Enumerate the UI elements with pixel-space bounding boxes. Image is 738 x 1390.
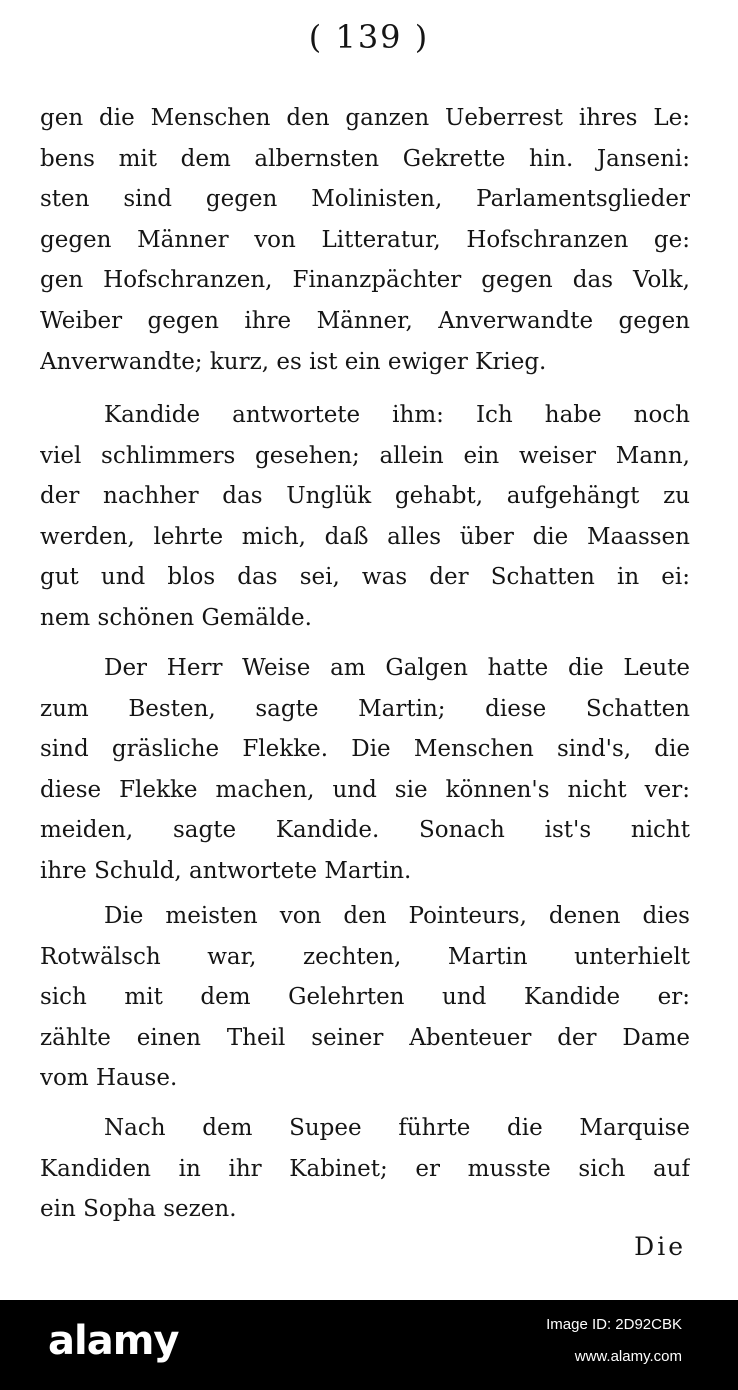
text-line: meiden, sagte Kandide. Sonach ist's nicht [40,817,690,844]
brand-logo: alamy [48,1318,179,1364]
text-line: sind gräsliche Flekke. Die Menschen sind's, die [40,736,690,763]
text-line: gut und blos das sei, was der Schatten in ei: [40,564,690,591]
text-line: Kandiden in ihr Kabinet; er musste sich auf [40,1155,690,1182]
paragraph-4 [40,896,690,1099]
text-line: vom Hause. [40,1065,178,1092]
text-line: zum Besten, sagte Martin; diese Schatten [40,695,690,722]
paragraph-3 [40,648,690,892]
watermark-footer [0,1300,738,1390]
text-line: gegen Männer von Litteratur, Hofschranzen ge: [40,226,690,253]
text-line: gen Hofschranzen, Finanzpächter gegen das Volk, [40,267,690,294]
paragraph-1 [40,98,690,382]
text-line: Anverwandte; kurz, es ist ein ewiger Krieg. [40,348,547,375]
text-line: der nachher das Unglük gehabt, aufgehängt zu [40,483,690,510]
text-line: Nach dem Supee führte die Marquise [104,1115,690,1141]
text-line: gen die Menschen den ganzen Ueberrest ihres Le: [40,105,690,131]
text-line: ein Sopha sezen. [40,1196,237,1223]
text-line: sich mit dem Gelehrten und Kandide er: [40,984,690,1011]
text-line: werden, lehrte mich, daß alles über die Maassen [40,523,690,550]
text-line: nem schönen Gemälde. [40,604,312,631]
image-id-label: Image ID: 2D92CBK [546,1316,682,1333]
catchword: Die [634,1232,686,1261]
text-line: bens mit dem albernsten Gekrette hin. Janseni: [40,145,690,172]
text-line: Der Herr Weise am Galgen hatte die Leute [104,655,690,681]
text-line: sten sind gegen Molinisten, Parlamentsglieder [40,186,690,213]
text-line: Kandide antwortete ihm: Ich habe noch [104,402,690,428]
paragraph-5 [40,1108,690,1230]
text-line: Rotwälsch war, zechten, Martin unterhielt [40,943,690,970]
text-line: Die meisten von den Pointeurs, denen dies [104,903,690,929]
text-line: Weiber gegen ihre Männer, Anverwandte gegen [40,307,690,334]
page-number: ( 139 ) [308,18,430,56]
text-line: zählte einen Theil seiner Abenteuer der Dame [40,1024,690,1051]
text-line: viel schlimmers gesehen; allein ein weiser Mann, [40,442,690,469]
footer-url: www.alamy.com [574,1348,682,1365]
text-line: diese Flekke machen, und sie können's nicht ver: [40,776,690,803]
text-line: ihre Schuld, antwortete Martin. [40,857,412,884]
paragraph-2 [40,395,690,639]
